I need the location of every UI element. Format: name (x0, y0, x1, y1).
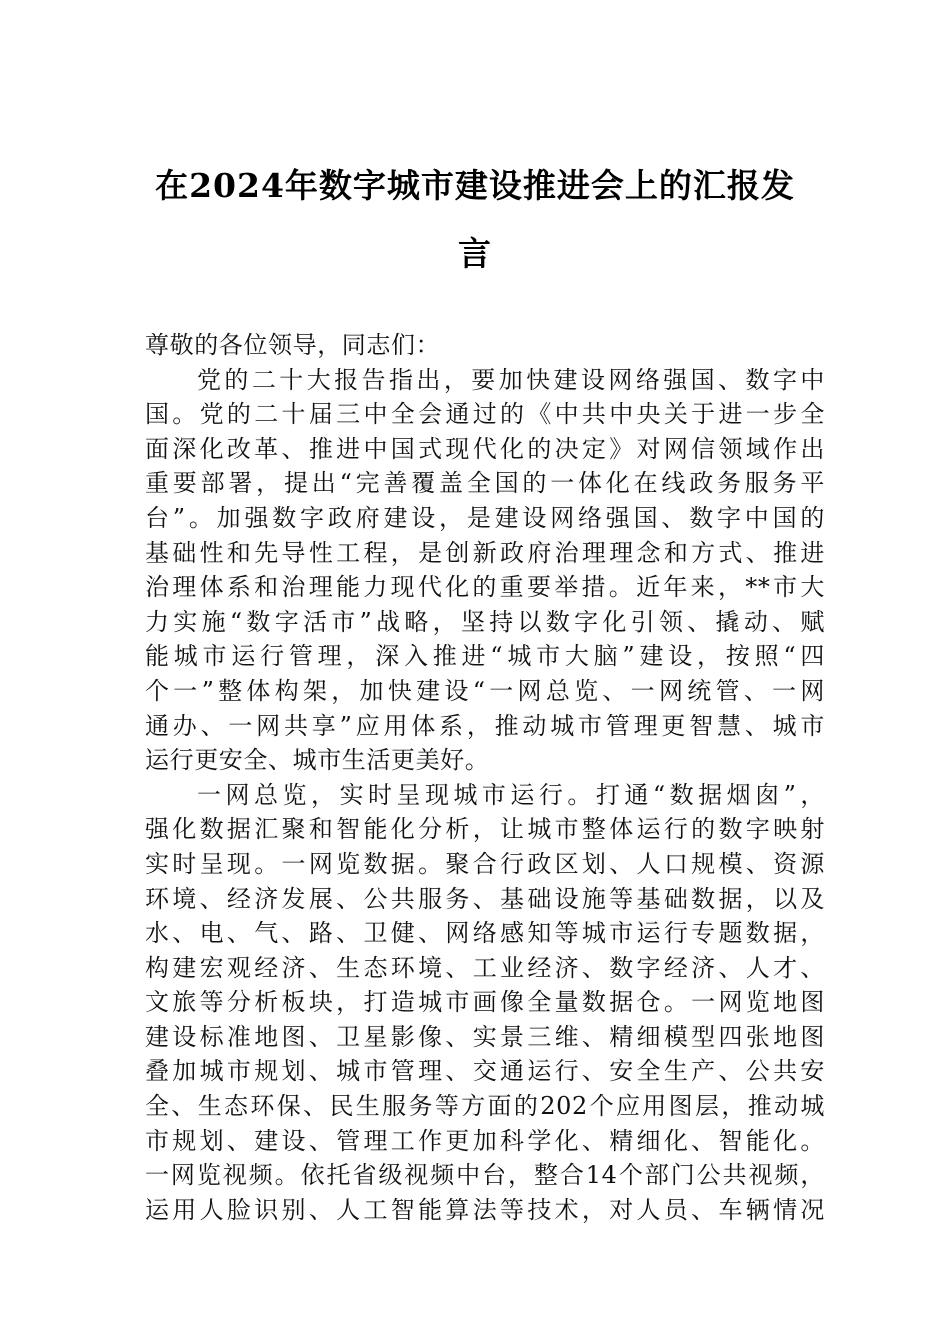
document-title-line-1: 在2024年数字城市建设推进会上的汇报发 (155, 166, 795, 205)
text-line: 重要部署，提出“完善覆盖全国的一体化在线政务服务平 (145, 469, 825, 498)
text-line: 构建宏观经济、生态环境、工业经济、数字经济、人才、 (145, 953, 825, 982)
text-line: 建设标准地图、卫星影像、实景三维、精细模型四张地图 (145, 1022, 825, 1051)
text-line: 能城市运行管理，深入推进“城市大脑”建设，按照“四 (145, 642, 825, 671)
text-line: 文旅等分析板块，打造城市画像全量数据仓。一网览地图 (145, 988, 825, 1017)
text-line: 叠加城市规划、城市管理、交通运行、安全生产、公共安 (145, 1057, 825, 1086)
text-line: 水、电、气、路、卫健、网络感知等城市运行专题数据， (145, 919, 825, 948)
document-body (145, 328, 825, 1227)
text-line: 国。党的二十届三中全会通过的《中共中央关于进一步全 (145, 400, 825, 429)
text-line: 环境、经济发展、公共服务、基础设施等基础数据，以及 (145, 884, 825, 913)
text-line: 全、生态环保、民生服务等方面的202个应用图层，推动城 (145, 1092, 825, 1121)
text-line: 通办、一网共享”应用体系，推动城市管理更智慧、城市 (145, 711, 825, 740)
text-line: 力实施“数字活市”战略，坚持以数字化引领、撬动、赋 (145, 607, 825, 636)
text-line: 基础性和先导性工程，是创新政府治理理念和方式、推进 (145, 538, 825, 567)
text-line: 实时呈现。一网览数据。聚合行政区划、人口规模、资源 (145, 849, 825, 878)
text-line: 个一”整体构架，加快建设“一网总览、一网统管、一网 (145, 676, 825, 705)
text-line: 运用人脸识别、人工智能算法等技术，对人员、车辆情况 (145, 1195, 825, 1224)
text-line: 一网览视频。依托省级视频中台，整合14个部门公共视频， (145, 1161, 825, 1190)
document-title-line-2: 言 (458, 234, 492, 273)
text-line: 面深化改革、推进中国式现代化的决定》对网信领域作出 (145, 434, 825, 463)
text-line: 一网总览，实时呈现城市运行。打通“数据烟囱”， (197, 780, 825, 809)
text-line: 治理体系和治理能力现代化的重要举措。近年来，**市大 (145, 573, 825, 602)
text-line: 运行更安全、城市生活更美好。 (145, 746, 490, 775)
text-line: 市规划、建设、管理工作更加科学化、精细化、智能化。 (145, 1126, 825, 1155)
text-line: 台”。加强数字政府建设，是建设网络强国、数字中国的 (145, 503, 825, 532)
text-line: 党的二十大报告指出，要加快建设网络强国、数字中 (197, 365, 825, 394)
text-line: 强化数据汇聚和智能化分析，让城市整体运行的数字映射 (145, 815, 825, 844)
greeting-line: 尊敬的各位领导，同志们： (145, 331, 441, 359)
